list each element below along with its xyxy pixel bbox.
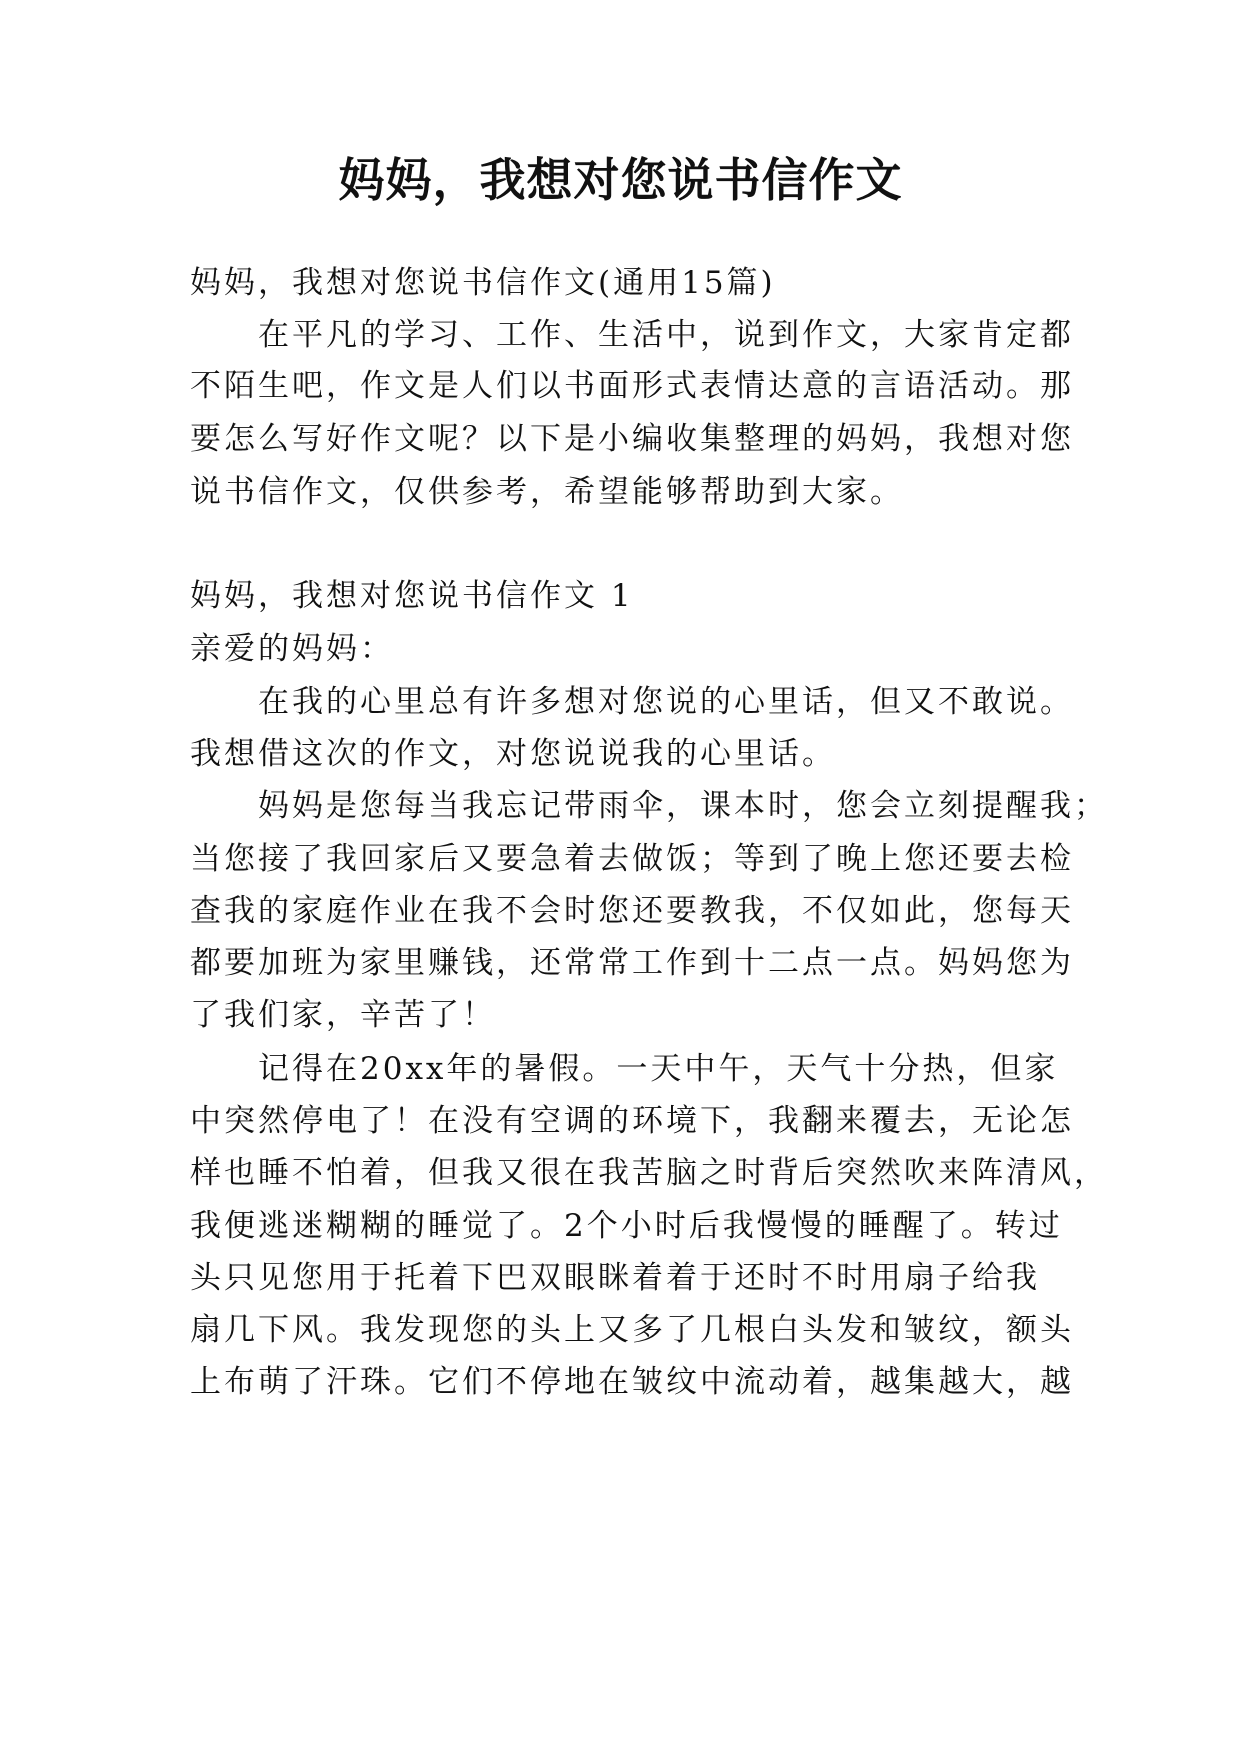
- paragraph-line: 在我的心里总有许多想对您说的心里话，但又不敢说。: [258, 684, 1074, 720]
- intro-line: 说书信作文，仅供参考，希望能够帮助到大家。: [190, 474, 904, 510]
- paragraph-line: 记得在20xx年的暑假。一天中午，天气十分热，但家: [258, 1051, 1059, 1087]
- paragraph-line: 我便逃迷糊糊的睡觉了。2个小时后我慢慢的睡醒了。转过: [190, 1208, 1063, 1244]
- paragraph-line: 上布萌了汗珠。它们不停地在皱纹中流动着，越集越大，越: [190, 1364, 1074, 1400]
- paragraph-line: 妈妈是您每当我忘记带雨伞，课本时，您会立刻提醒我；: [258, 788, 1108, 824]
- paragraph-line: 当您接了我回家后又要急着去做饭；等到了晚上您还要去检: [190, 841, 1074, 877]
- document-subtitle: 妈妈，我想对您说书信作文(通用15篇): [190, 265, 776, 301]
- document-title: 妈妈，我想对您说书信作文: [338, 153, 903, 207]
- paragraph-line: 都要加班为家里赚钱，还常常工作到十二点一点。妈妈您为: [190, 945, 1074, 981]
- letter-salutation: 亲爱的妈妈：: [190, 631, 394, 667]
- paragraph-line: 扇几下风。我发现您的头上又多了几根白头发和皱纹，额头: [190, 1312, 1074, 1348]
- intro-line: 不陌生吧，作文是人们以书面形式表情达意的言语活动。那: [190, 368, 1074, 404]
- intro-line: 在平凡的学习、工作、生活中，说到作文，大家肯定都: [258, 317, 1074, 353]
- section-heading: 妈妈，我想对您说书信作文 1: [190, 578, 634, 614]
- paragraph-line: 头只见您用于托着下巴双眼眯着着于还时不时用扇子给我: [190, 1260, 1040, 1296]
- intro-line: 要怎么写好作文呢？以下是小编收集整理的妈妈，我想对您: [190, 421, 1074, 457]
- paragraph-line: 中突然停电了！在没有空调的环境下，我翻来覆去，无论怎: [190, 1103, 1074, 1139]
- paragraph-line: 了我们家，辛苦了！: [190, 997, 496, 1033]
- paragraph-line: 我想借这次的作文，对您说说我的心里话。: [190, 736, 836, 772]
- paragraph-line: 查我的家庭作业在我不会时您还要教我，不仅如此，您每天: [190, 893, 1074, 929]
- paragraph-line: 样也睡不怕着，但我又很在我苦脑之时背后突然吹来阵清风，: [190, 1155, 1108, 1191]
